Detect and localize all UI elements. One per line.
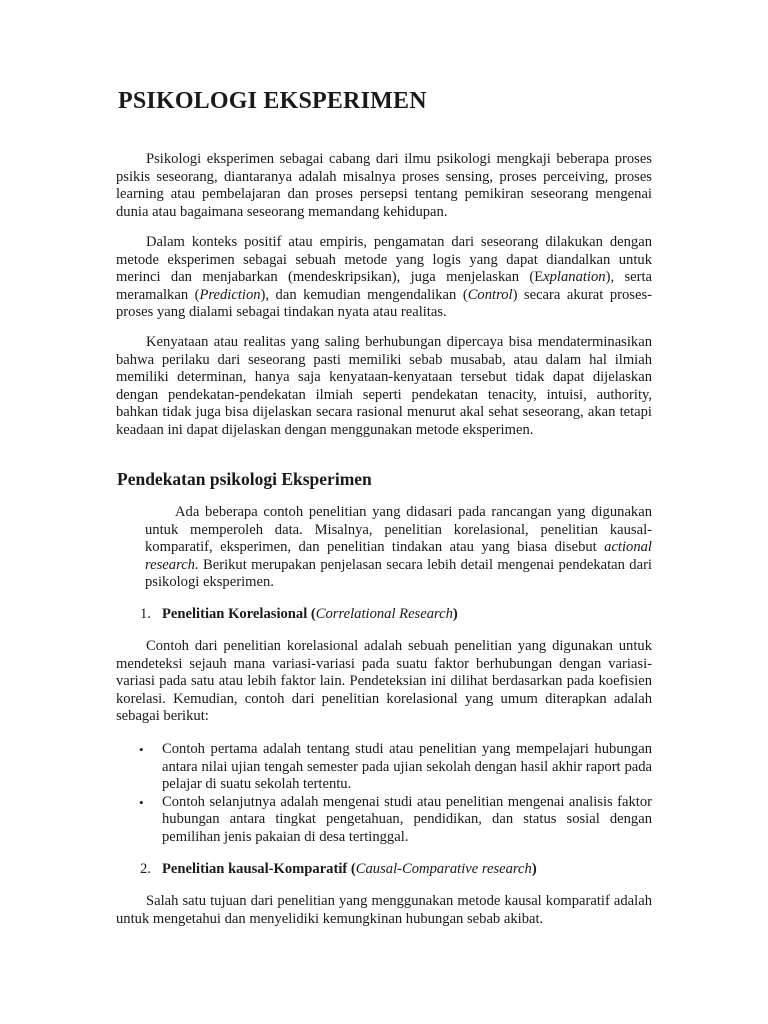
example-bullet-list [137, 741, 652, 847]
paragraph-empirical: Dalam konteks positif atau empiris, pengamatan dari seseorang dilakukan dengan metode eksperimen sebagai sebuah metode yang logis yang dapat diandalkan untuk merinci dan menjabarkan (mendeskripsikan), juga menjelaskan (Explanation), serta meramalkan (Prediction), dan kemudian mengendalikan (Control) secara akurat proses-proses yang dialami sebagai tindakan nyata atau realitas. [116, 234, 652, 321]
intro-paragraph: Psikologi eksperimen sebagai cabang dari ilmu psikologi mengkaji beberapa proses psikis seseorang, diantaranya adalah misalnya proses sensing, proses perceiving, proses learning atau pembelajaran dan proses persepsi tentang pemikiran seseorang mengenai dunia atau bagaimana seseorang memandang kehidupan. [116, 151, 652, 220]
bullet-item: • Contoh selanjutnya adalah mengenai studi atau penelitian mengenai analisis faktor hubungan antara tingkat pengetahuan, pendidikan, dan status sosial dengan pemilihan jenis pakaian di desa tertinggal. [139, 793, 652, 845]
bullet-dot-icon: • [139, 794, 144, 810]
paragraph-causal-comparative: Salah satu tujuan dari penelitian yang menggunakan metode kausal komparatif adalah untuk mengetahui dan menyelidiki kemungkinan hubungan sebab akibat. [116, 893, 652, 927]
paragraph-correlational: Contoh dari penelitian korelasional adalah sebuah penelitian yang digunakan untuk mendeteksi sejauh mana variasi-variasi pada suatu faktor berhubungan dengan variasi-variasi pada satu atau lebih faktor lain. Pendeteksian ini dilihat berdasarkan pada koefisien korelasi. Kemudian, contoh dari penelitian korelasional yang umum diterapkan adalah sebagai berikut: [116, 638, 652, 725]
paragraph-reality: Kenyataan atau realitas yang saling berhubungan dipercaya bisa mendaterminasikan bahwa perilaku dari seseorang pasti memiliki sebab musabab, atau dalam hal ilmiah memiliki determinan, hanya saja kenyataan-kenyataan tersebut tidak dapat dijelaskan dengan pendekatan-pendekatan ilmiah seperti pendekatan tenacity, intuisi, authority, bahkan tidak juga bisa dijelaskan secara rasional menurut akal sehat seseorang, akan tetapi keadaan ini dapat dijelaskan dengan menggunakan metode eksperimen. [116, 334, 652, 438]
section-heading: Pendekatan psikologi Eksperimen [117, 469, 372, 489]
document-title: PSIKOLOGI EKSPERIMEN [118, 88, 427, 114]
paragraph-approaches: Ada beberapa contoh penelitian yang didasari pada rancangan yang digunakan untuk memperoleh data. Misalnya, penelitian korelasional, penelitian kausal-komparatif, eksperimen, dan penelitian tindakan atau yang biasa disebut actional research. Berikut merupakan penjelasan secara lebih detail mengenai pendekatan dari psikologi eksperimen. [145, 504, 652, 591]
numbered-heading-1: 1. Penelitian Korelasional (Correlational Research) [140, 606, 458, 622]
bullet-dot-icon: • [139, 742, 144, 757]
bullet-item: • Contoh pertama adalah tentang studi atau penelitian yang mempelajari hubungan antara nilai ujian tengah semester pada ujian sekolah dengan hasil akhir raport pada pelajar di suatu sekolah tertentu. [139, 741, 652, 793]
numbered-heading-2: 2. Penelitian kausal-Komparatif (Causal-Comparative research) [140, 861, 537, 877]
